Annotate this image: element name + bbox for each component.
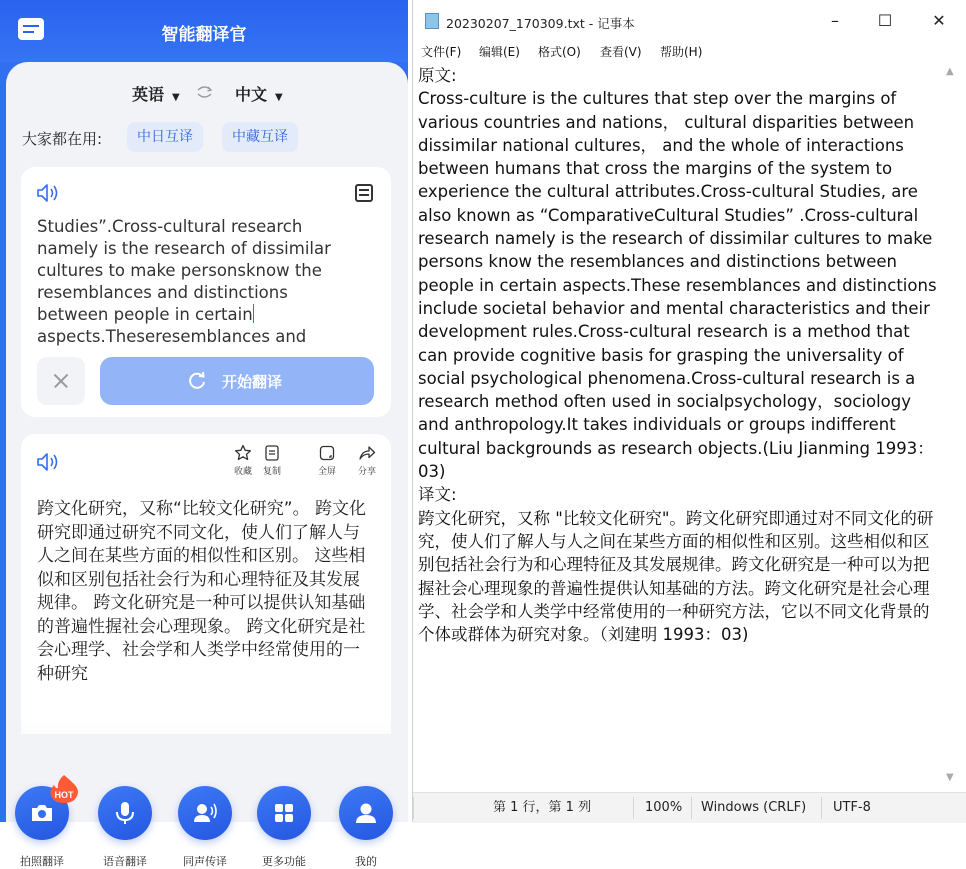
- share-button[interactable]: [350, 444, 384, 477]
- nav-more-label: 更多功能: [262, 855, 306, 868]
- copy-label: 复制: [262, 467, 281, 477]
- menu-edit[interactable]: 编辑(E): [479, 45, 520, 59]
- window-title: 20230207_170309.txt - 记事本: [446, 16, 635, 31]
- start-translate-label: 开始翻译: [222, 373, 283, 391]
- notepad-icon: [425, 13, 439, 29]
- nav-profile-label: 我的: [355, 855, 377, 868]
- copy-icon: [263, 444, 281, 462]
- text-editor[interactable]: 原文: Cross-culture is the cultures that step over the margins of various countries and nations， cultural disparities between dissimilar national cultures， and the whole of interactions between humans that cross the margins of the system to experience the cultural attributes.Cross-cultural Studies, are also known as “ComparativeCultural Studies” .Cross-cultural research namely is the research of dissimilar cultures to make persons know the resemblances and distinctions between people in certain aspects.These resemblances and distinctions include societal behavior and mental characteristics and their development rules.Cross-cultural research is a method that can provide cognitive basis for grasping the universality of social psychological phenomena.Cross-cultural research is a research method often used in socialpsychology，sociology and anthropology.It takes individuals or groups indifferent cultural backgrounds as research objects.(Liu Jianming 1993：03) 译文: 跨文化研究，又称 "比较文化研究"。跨文化研究即通过对不同文化的研究，使人们了解人与人之间在某些方面的相似性和区别。这些相似和区别包括社会行为和心理特征及其发展规律。跨文化研究是一种可以为把握社会心理现象的普遍性提供认知基础的方法。跨文化研究是社会心理学、社会学和人类学中经常使用的一种研究方法，它以不同文化背景的个体或群体为研究对象。（刘建明 1993：03): [418, 66, 937, 645]
- grid-icon: [271, 800, 297, 826]
- share-icon: [358, 444, 376, 462]
- fullscreen-label: 全屏: [317, 467, 336, 477]
- speaker-icon[interactable]: [36, 182, 62, 204]
- text-cursor: [253, 304, 255, 323]
- vertical-scrollbar[interactable]: [942, 62, 962, 790]
- status-separator: [633, 797, 634, 819]
- swap-languages-icon[interactable]: [196, 85, 213, 99]
- microphone-icon: [112, 800, 138, 826]
- bottom-fade: [6, 722, 408, 782]
- nav-simultaneous-interpretation[interactable]: [171, 786, 239, 869]
- settings-icon[interactable]: [355, 184, 373, 202]
- caret-down-icon: ▼: [172, 92, 180, 103]
- line-ending: Windows (CRLF): [701, 800, 807, 815]
- source-language-dropdown[interactable]: [132, 82, 180, 105]
- nav-photo-label: 拍照翻译: [20, 855, 64, 868]
- notepad-window: [412, 0, 966, 822]
- encoding: UTF-8: [833, 800, 871, 815]
- star-icon: [234, 444, 252, 462]
- caret-down-icon: ▼: [275, 92, 283, 103]
- nav-more-features[interactable]: [250, 786, 318, 869]
- hot-badge: [46, 774, 82, 804]
- target-language-dropdown[interactable]: [235, 82, 283, 105]
- status-separator: [413, 797, 414, 819]
- status-bar: [413, 792, 966, 823]
- menu-view[interactable]: 查看(V): [600, 45, 642, 59]
- speaker-icon[interactable]: [36, 451, 62, 473]
- translator-app: [0, 0, 408, 868]
- source-text-tail: aspects.Theseresemblances and: [37, 327, 307, 346]
- source-text: Studies”.Cross-cultural research namely is the research of dissimilar cultures to make personsknow the resemblances and distinctions between people in certain: [37, 217, 331, 324]
- scroll-down-icon[interactable]: ▼: [946, 772, 954, 783]
- zoom-level: 100%: [645, 800, 683, 815]
- cursor-position: 第 1 行，第 1 列: [493, 800, 592, 815]
- menu-format[interactable]: 格式(O): [538, 45, 581, 59]
- copy-button[interactable]: [255, 444, 289, 477]
- nav-voice-translate[interactable]: [91, 786, 159, 869]
- menu-file[interactable]: 文件(F): [421, 45, 462, 59]
- menu-help[interactable]: 帮助(H): [660, 45, 703, 59]
- user-icon: [353, 800, 379, 826]
- popular-label: 大家都在用:: [22, 130, 103, 148]
- hot-badge-label: HOT: [54, 790, 74, 800]
- favorite-label: 收藏: [233, 467, 252, 477]
- nav-profile[interactable]: [332, 786, 400, 869]
- fullscreen-button[interactable]: [310, 444, 344, 477]
- source-language-label: 英语: [132, 85, 165, 104]
- menu-bar: [413, 40, 966, 62]
- fullscreen-icon: [318, 444, 336, 462]
- app-body: [6, 62, 408, 868]
- scroll-up-icon[interactable]: ▲: [946, 66, 954, 77]
- refresh-icon: [187, 371, 207, 391]
- title-bar[interactable]: [413, 0, 966, 40]
- input-card: [21, 167, 391, 417]
- nav-interpret-label: 同声传译: [183, 855, 227, 868]
- maximize-button[interactable]: ☐: [877, 11, 893, 30]
- start-translate-button[interactable]: [100, 357, 374, 405]
- target-language-label: 中文: [235, 85, 268, 104]
- source-text-input[interactable]: [37, 216, 357, 344]
- status-separator: [821, 797, 822, 819]
- output-card: [21, 434, 391, 734]
- interpret-icon: [192, 800, 218, 826]
- share-label: 分享: [357, 467, 376, 477]
- chip-zh-bo[interactable]: 中藏互译: [222, 122, 298, 152]
- translation-output: 跨文化研究，又称“比较文化研究”。 跨文化研究即通过研究不同文化，使人们了解人与人之间在某些方面的相似性和区别。 这些相似和区别包括社会行为和心理特征及其发展规律。 跨文化研究是一种可以提供认知基础的普遍性握社会心理现象。 跨文化研究是社会心理学、社会学和人类学中经常使用的一种研究: [37, 499, 367, 684]
- app-header: [0, 0, 408, 62]
- app-title: 智能翻译官: [161, 25, 247, 45]
- minimize-button[interactable]: –: [831, 11, 839, 30]
- status-separator: [691, 797, 692, 819]
- language-selector: [6, 82, 408, 106]
- nav-voice-label: 语音翻译: [103, 855, 147, 868]
- chip-zh-ja[interactable]: 中日互译: [127, 122, 203, 152]
- clear-button[interactable]: [37, 357, 85, 405]
- close-button[interactable]: ✕: [932, 11, 946, 30]
